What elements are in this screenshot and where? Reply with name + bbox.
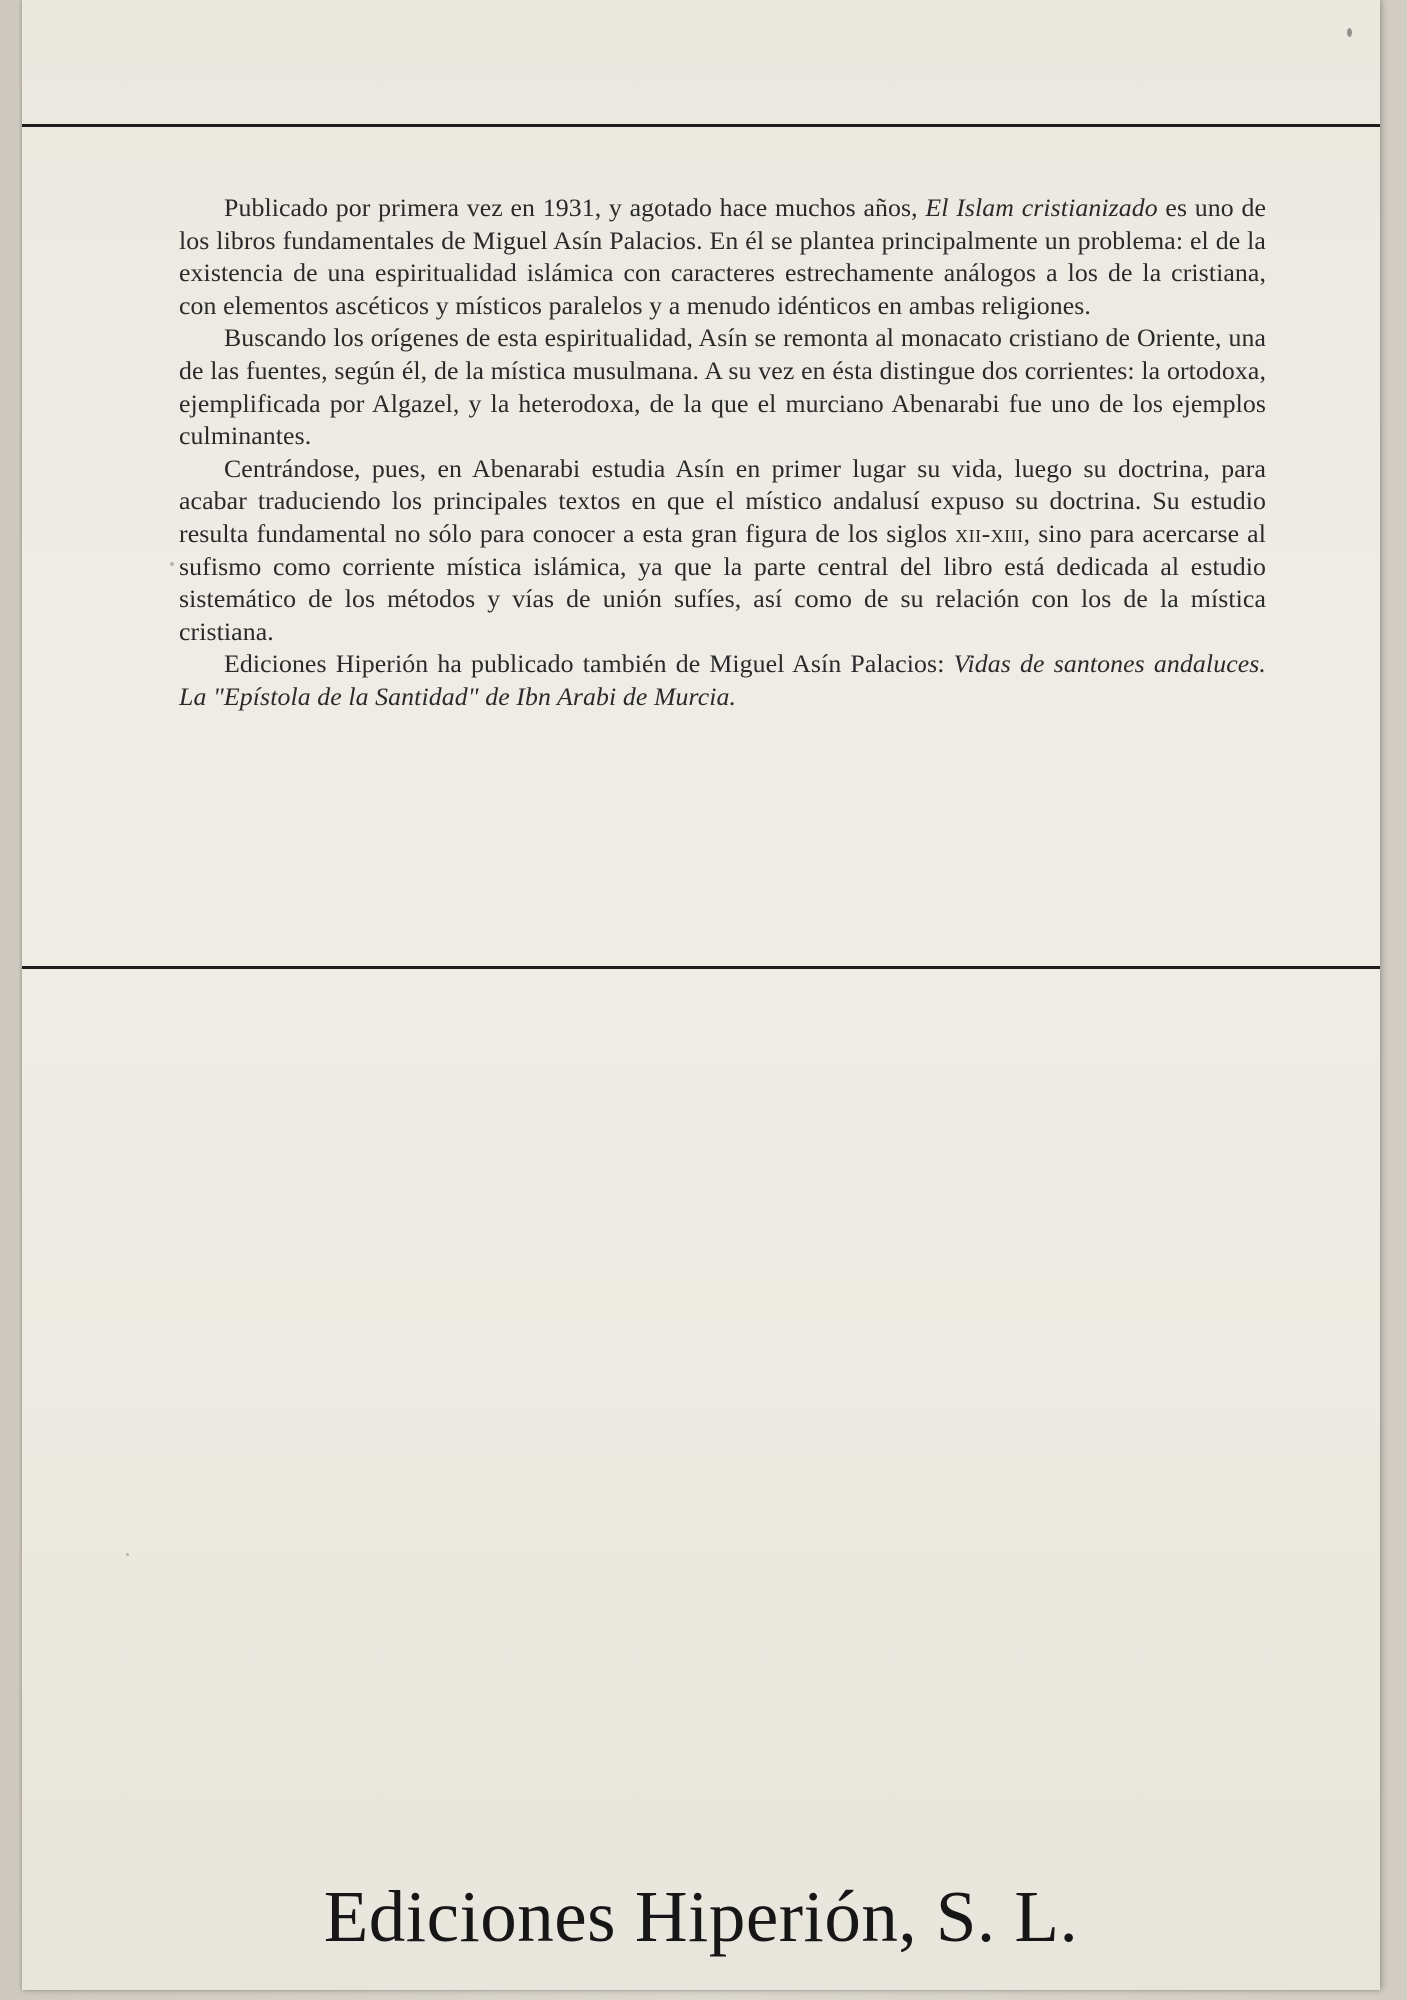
centuries: xii-xiii: [955, 518, 1024, 548]
top-rule: [22, 124, 1380, 127]
related-title: Vidas de santones andaluces. La "Epístola de la Santidad" de Ibn Arabi de Murcia.: [179, 649, 1266, 711]
print-speck: [170, 562, 174, 566]
blurb-text: [179, 192, 1266, 714]
blurb-paragraph-3: Centrándose, pues, en Abenarabi estudia Asín en primer lugar su vida, luego su doctrina, para acabar traduciendo los principales textos en que el místico andalusí expuso su doctrina. Su estudio resulta fundamental no sólo para conocer a esta gran figura de los siglos xii-xiii, sino para acercarse al sufismo como corriente mística islámica, ya que la parte central del libro está dedicada al estudio sistemático de los métodos y vías de unión sufíes, así como de su relación con los de la mística cristiana.: [179, 453, 1266, 646]
book-title: El Islam cristianizado: [925, 193, 1158, 222]
book-back-cover: [22, 0, 1380, 1990]
blurb-paragraph-1: Publicado por primera vez en 1931, y agotado hace muchos años, El Islam cristianizado es uno de los libros fundamentales de Miguel Asín Palacios. En él se plantea principalmente un problema: el de la existencia de una espiritualidad islámica con caracteres estrechamente análogos a los de la cristiana, con elementos ascéticos y místicos paralelos y a menudo idénticos en ambas religiones.: [179, 193, 1267, 320]
blurb-paragraph-4: Ediciones Hiperión ha publicado también de Miguel Asín Palacios: Vidas de santones andaluces. La "Epístola de la Santidad" de Ibn Arabi de Murcia.: [179, 649, 1266, 711]
print-speck: [1347, 28, 1352, 37]
print-speck: [126, 1553, 129, 1556]
bottom-rule: [22, 966, 1380, 969]
publisher-name: Ediciones Hiperión, S. L.: [323, 1876, 1079, 1957]
blurb-paragraph-2: Buscando los orígenes de esta espiritualidad, Asín se remonta al monacato cristiano de Oriente, una de las fuentes, según él, de la mística musulmana. A su vez en ésta distingue dos corrientes: la ortodoxa, ejemplificada por Algazel, y la heterodoxa, de la que el murciano Abenarabi fue uno de los ejemplos culminantes.: [179, 323, 1266, 451]
